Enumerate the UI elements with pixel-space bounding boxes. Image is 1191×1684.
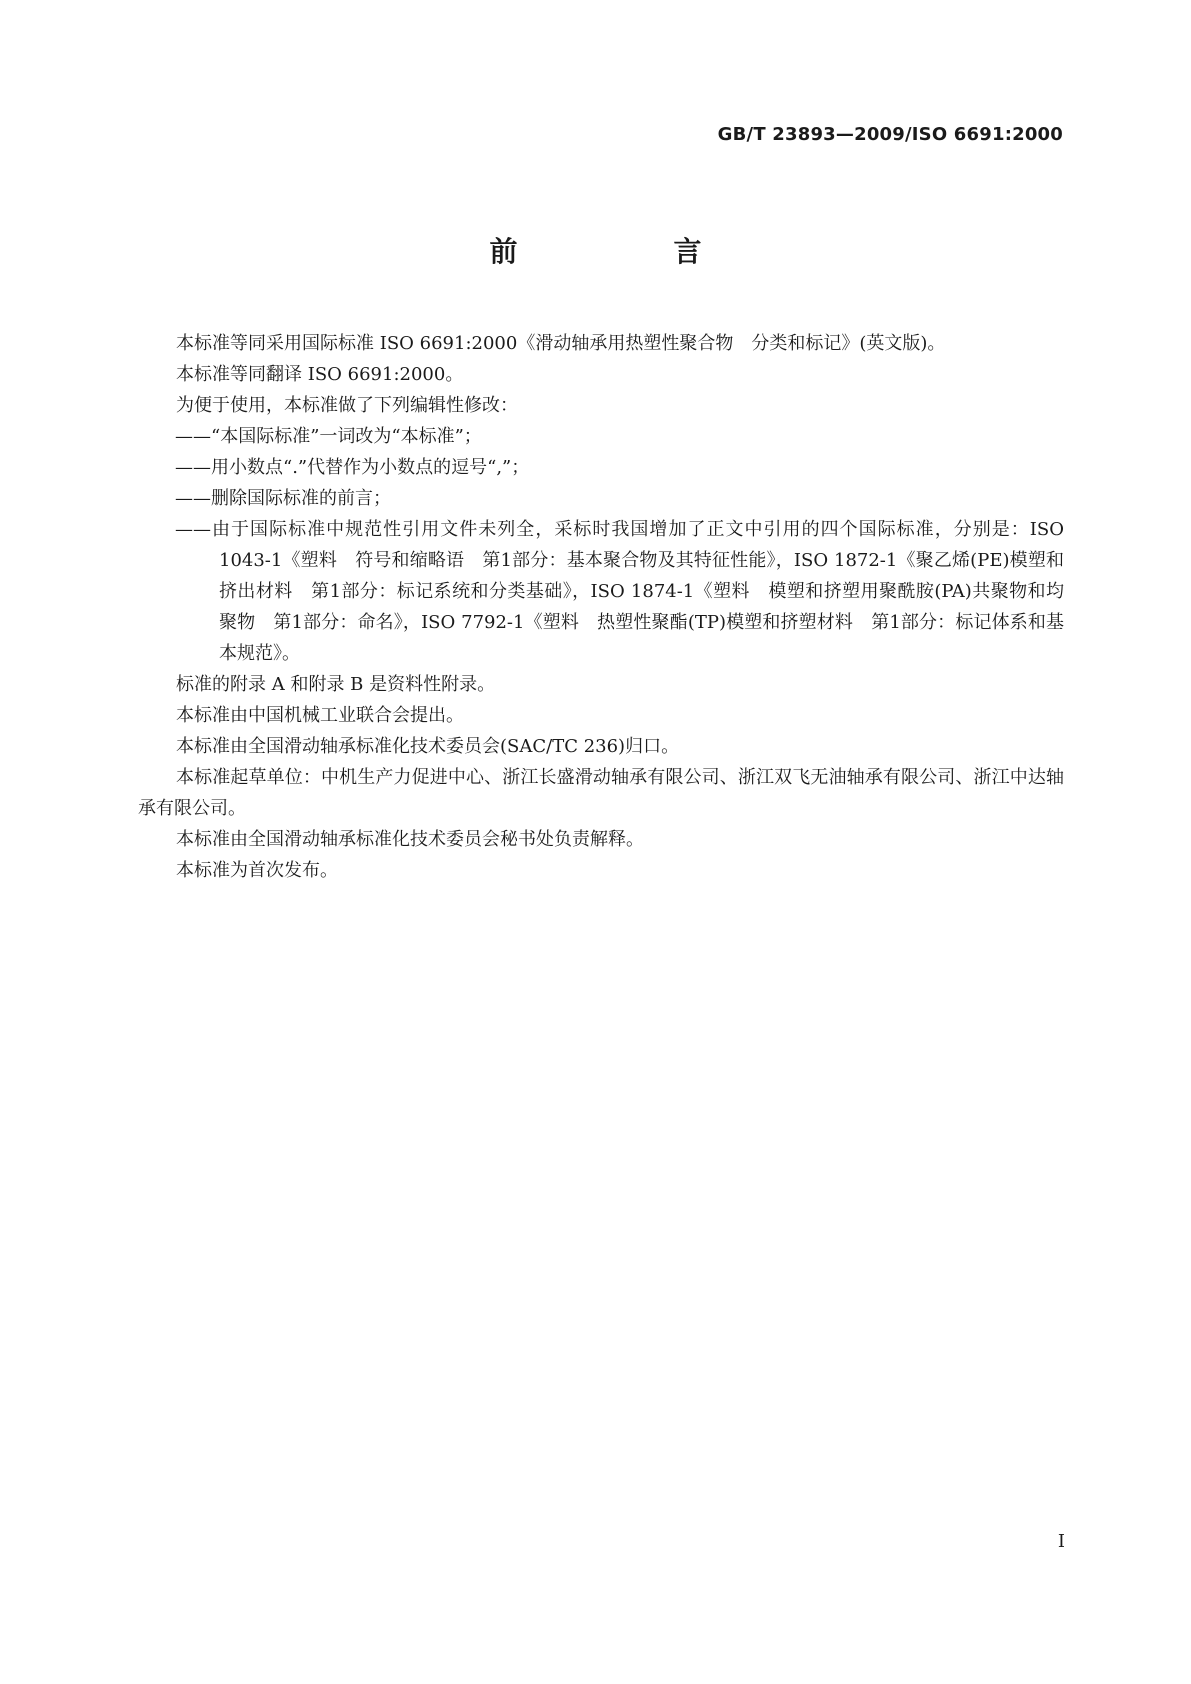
list-item-added-references: ——由于国际标准中规范性引用文件未列全，采标时我国增加了正文中引用的四个国际标准，分别是：ISO 1043-1《塑料 符号和缩略语 第1部分：基本聚合物及其特征性能》，ISO 1872-1《聚乙烯(PE)模塑和挤出材料 第1部分：标记系统和分类基础》，ISO 1874-1《塑料 模塑和挤塑用聚酰胺(PA)共聚物和均聚物 第1部分：命名》，ISO 7792-1《塑料 热塑性聚酯(TP)模塑和挤塑材料 第1部分：标记体系和基本规范》。 — [175, 519, 1064, 664]
paragraph-adoption: 本标准等同采用国际标准 ISO 6691:2000《滑动轴承用热塑性聚合物 分类和标记》(英文版)。 — [176, 333, 946, 354]
list-item-term-change: ——“本国际标准”一词改为“本标准”； — [175, 426, 482, 447]
page-title: 前 言 — [489, 235, 766, 268]
paragraph-annexes: 标准的附录 A 和附录 B 是资料性附录。 — [176, 674, 496, 695]
paragraph-interpretation: 本标准由全国滑动轴承标准化技术委员会秘书处负责解释。 — [176, 829, 644, 850]
standard-code-header: GB/T 23893—2009/ISO 6691:2000 — [717, 124, 1063, 145]
paragraph-editorial-changes: 为便于使用，本标准做了下列编辑性修改： — [176, 395, 518, 416]
paragraph-technical-committee: 本标准由全国滑动轴承标准化技术委员会(SAC/TC 236)归口。 — [176, 736, 680, 757]
paragraph-drafting-units: 本标准起草单位：中机生产力促进中心、浙江长盛滑动轴承有限公司、浙江双飞无油轴承有限公司、浙江中达轴承有限公司。 — [138, 767, 1064, 819]
paragraph-proposer: 本标准由中国机械工业联合会提出。 — [176, 705, 464, 726]
page-number: I — [1057, 1531, 1065, 1552]
list-item-decimal-point: ——用小数点“.”代替作为小数点的逗号“,”； — [175, 457, 530, 478]
list-item-delete-foreword: ——删除国际标准的前言； — [175, 488, 391, 509]
paragraph-first-release: 本标准为首次发布。 — [176, 860, 338, 881]
paragraph-translation: 本标准等同翻译 ISO 6691:2000。 — [176, 364, 464, 385]
foreword-body — [138, 328, 1064, 886]
